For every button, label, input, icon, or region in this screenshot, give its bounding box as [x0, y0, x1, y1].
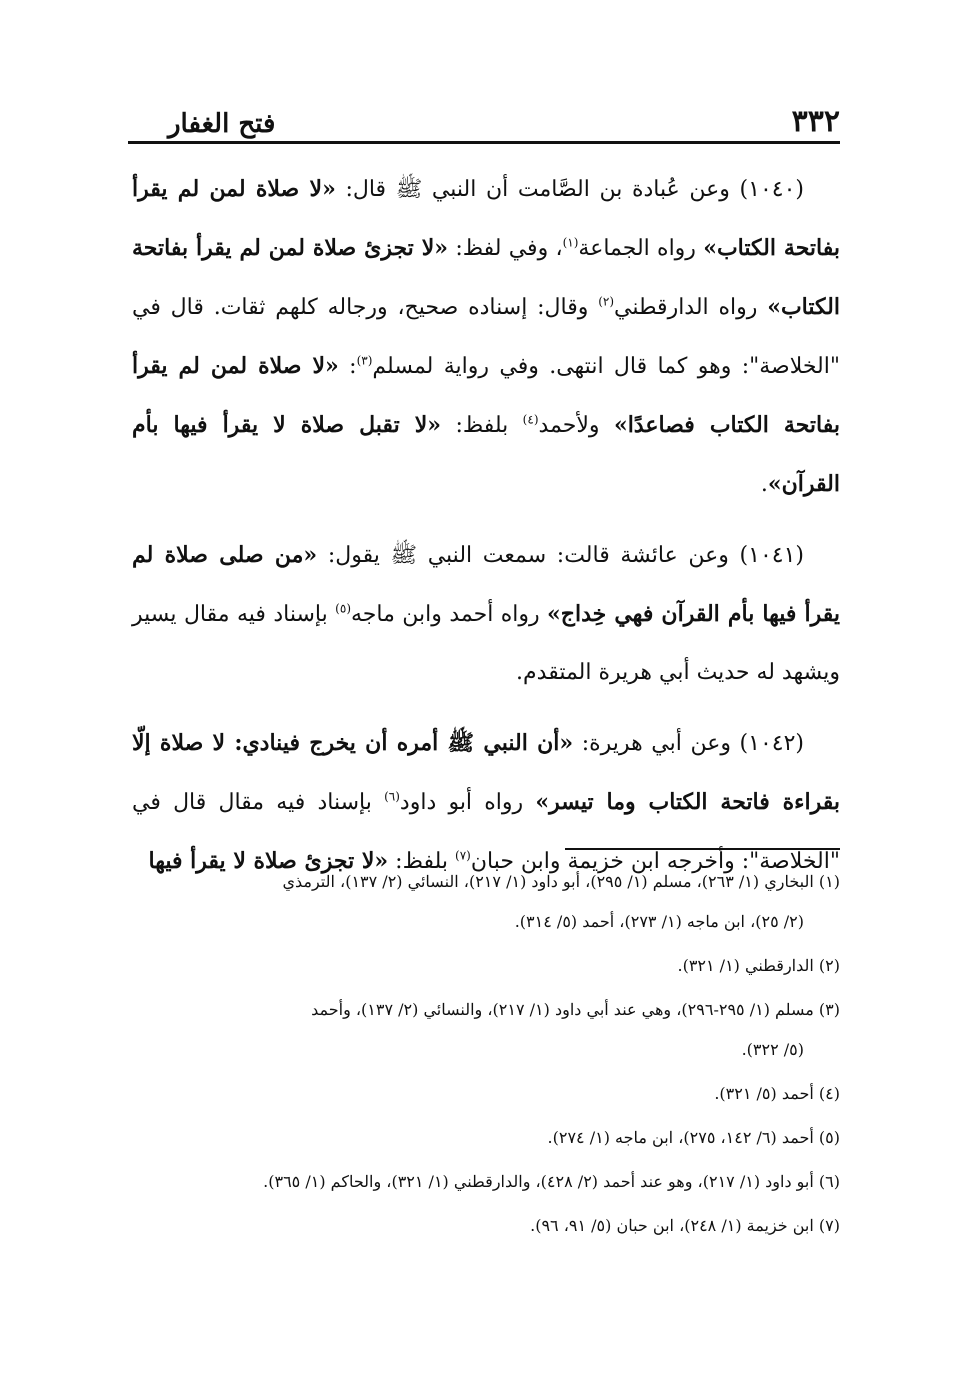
hadith-quote: «لا صلاة لمن لم يقرأ بفاتحة الكتاب»	[132, 176, 840, 261]
hadith-text: رواه الدارقطني	[614, 295, 768, 320]
hadith-text: وعن عُبادة بن الصَّامت أن النبي ﷺ قال:	[335, 177, 740, 202]
hadith-text: وعن عائشة قالت: سمعت النبي ﷺ يقول:	[317, 543, 740, 568]
hadith-text: ، وفي لفظ:	[448, 236, 563, 261]
hadith-text: بإسناد فيه مقال قال في "الخلاصة": وأخرجه ابن خزيمة وابن حبان	[132, 790, 840, 874]
footnote-ref: (٥)	[335, 601, 351, 616]
page-number: ٣٣٢	[791, 104, 840, 139]
footnotes	[132, 862, 840, 1250]
footnote-3	[132, 990, 840, 1070]
hadith-text: رواه الجماعة	[578, 236, 704, 261]
footnote-ref: (١)	[562, 235, 579, 250]
footnote-ref: (٧)	[455, 848, 471, 863]
book-title: فتح الغفار	[168, 109, 276, 139]
hadith-quote: «من صلى صلاة لم يقرأ فيها بأم القرآن فهي خِداج»	[132, 542, 840, 627]
hadith-quote: «لا تقبل صلاة لا يقرأ فيها بأم القرآن»	[132, 412, 840, 497]
footnote-text: (١) البخاري (١/ ٢٦٣)، مسلم (١/ ٢٩٥)، أبو داود (١/ ٢١٧)، النسائي (٢/ ١٣٧)، الترمذي	[282, 872, 840, 891]
hadith-text: رواه أبو داود	[399, 790, 536, 815]
hadith-text: بلفظ:	[388, 849, 455, 874]
hadith-text: ولأحمد	[538, 413, 614, 438]
footnote-ref: (٢)	[598, 294, 615, 309]
footnote-separator	[565, 848, 840, 850]
running-header	[128, 92, 840, 144]
footnote-5	[132, 1118, 840, 1158]
hadith-text: وعن أبي هريرة:	[573, 731, 740, 756]
footnote-text: (٥) أحمد (٦/ ١٤٢، ٢٧٥)، ابن ماجه (١/ ٢٧٤).	[547, 1128, 840, 1147]
hadith-text: :	[338, 354, 357, 379]
hadith-text: بإسناد فيه مقال يسير ويشهد له حديث أبي هريرة المتقدم.	[132, 602, 840, 685]
hadith-quote: «لا صلاة لمن لم يقرأ بفاتحة الكتاب فصاعدًا»	[132, 353, 840, 438]
hadith-number: (١٠٤١)	[739, 543, 804, 568]
footnote-2	[132, 946, 840, 986]
footnote-text: (٢) الدارقطني (١/ ٣٢١).	[677, 956, 840, 975]
hadith-text: .	[760, 472, 768, 497]
footnote-7	[132, 1206, 840, 1246]
hadith-text: وقال: إسناده صحيح، ورجاله كلهم ثقات. قال في "الخلاصة": وهو كما قال انتهى. وفي رواية لمسلم	[132, 295, 840, 379]
footnote-ref: (٤)	[522, 412, 539, 427]
hadith-number: (١٠٤٠)	[739, 177, 804, 202]
main-text	[132, 160, 840, 903]
footnote-text: (٧) ابن خزيمة (١/ ٢٤٨)، ابن حبان (٥/ ٩١، ٩٦).	[530, 1216, 840, 1235]
hadith-1040	[132, 160, 840, 514]
footnote-ref: (٣)	[356, 353, 373, 368]
footnote-ref: (٦)	[384, 789, 400, 804]
hadith-quote: «أن النبي ﷺ أمره أن يخرج فينادي: لا صلاة إلّا بقراءة فاتحة الكتاب وما تيسر»	[132, 730, 840, 815]
hadith-text: بلفظ:	[441, 413, 523, 438]
footnote-continuation: (٥/ ٣٢٢).	[741, 1040, 804, 1059]
hadith-1041	[132, 526, 840, 702]
footnote-text: (٤) أحمد (٥/ ٣٢١).	[714, 1084, 840, 1103]
hadith-quote: «لا تجزئ صلاة لا يقرأ فيها	[148, 848, 389, 874]
footnote-text: (٦) أبو داود (١/ ٢١٧)، وهو عند أحمد (٢/ ٤٢٨)، والدارقطني (١/ ٣٢١)، والحاكم (١/ ٣٦٥).	[263, 1172, 840, 1191]
hadith-text: رواه أحمد وابن ماجه	[351, 602, 548, 627]
footnote-4	[132, 1074, 840, 1114]
footnote-6	[132, 1162, 840, 1202]
hadith-quote: «لا تجزئ صلاة لمن لم يقرأ بفاتحة الكتاب»	[132, 235, 840, 320]
hadith-number: (١٠٤٢)	[739, 731, 804, 756]
footnote-continuation: (٢/ ٢٥)، ابن ماجه (١/ ٢٧٣)، أحمد (٥/ ٣١٤).	[514, 912, 804, 931]
footnote-text: (٣) مسلم (١/ ٢٩٥-٢٩٦)، وهي عند أبي داود (١/ ٢١٧)، والنسائي (٢/ ١٣٧)، وأحمد	[311, 1000, 840, 1019]
footnote-1	[132, 862, 840, 942]
